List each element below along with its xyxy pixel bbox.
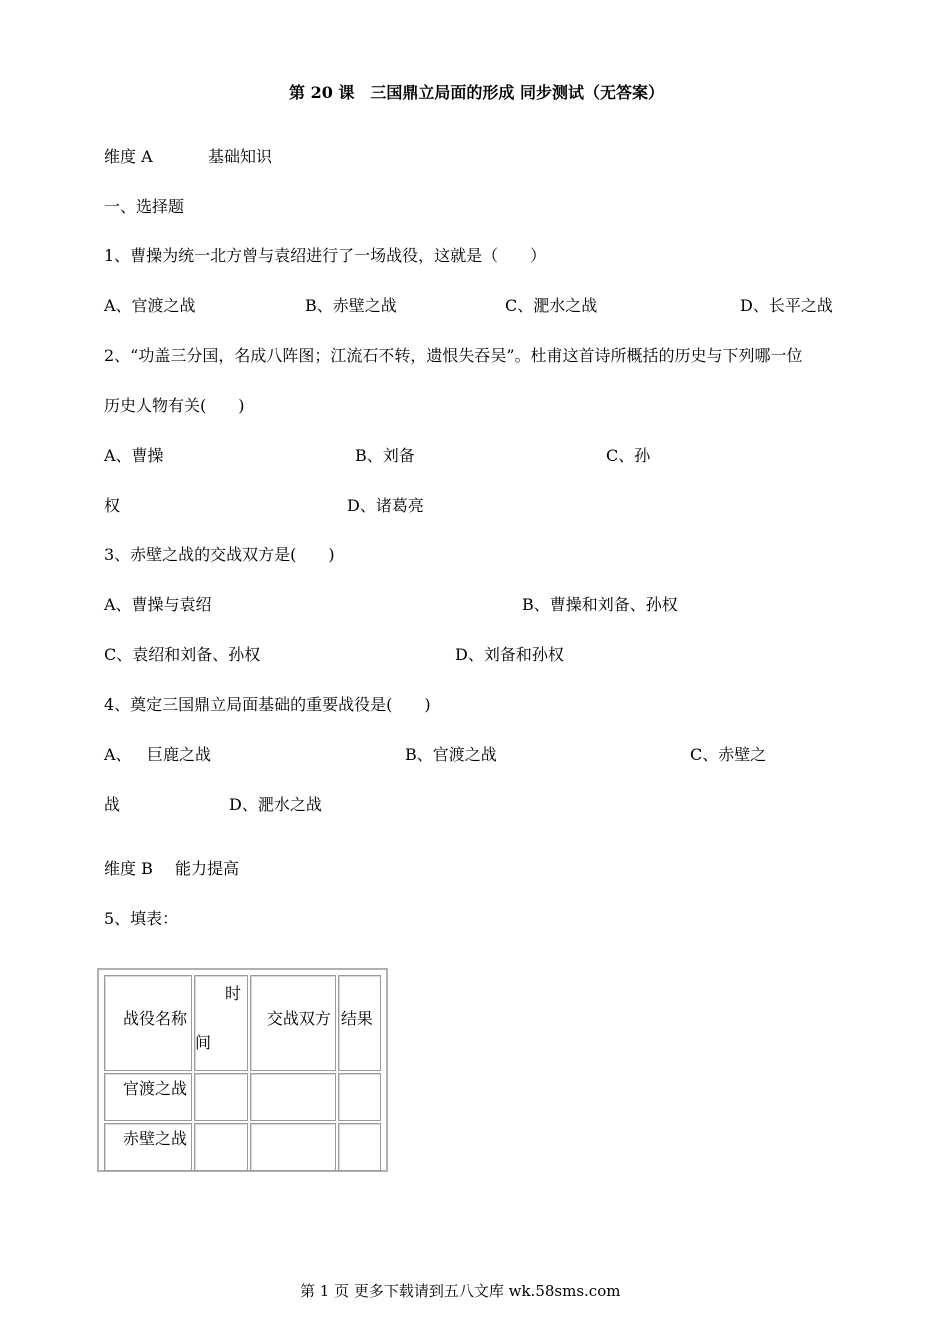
question-4-option-a-label: A、 [104,745,132,764]
page-title: 第 20 课 三国鼎立局面的形成 同步测试（无答案） [289,83,664,102]
table-header-cell [338,975,381,1071]
question-5-stem: 5、填表： [104,909,179,928]
page-footer: 第 1 页 更多下载请到五八文库 wk.58sms.com [300,1282,621,1300]
question-2-option-c-wrap: 权 [104,496,121,515]
table-cell-blank[interactable] [194,1123,248,1171]
fill-in-table [97,968,388,1172]
question-2-option-d: D、诸葛亮 [347,496,424,515]
question-1-option-c: C、淝水之战 [505,296,598,315]
question-1-option-a: A、官渡之战 [104,296,196,315]
dimension-a-label: 维度 A [104,147,153,166]
section-heading: 一、选择题 [104,197,185,216]
question-4-option-c: C、赤壁之 [690,745,767,764]
table-cell [104,1073,192,1121]
table-header-cell [250,975,336,1071]
question-3-stem: 3、赤壁之战的交战双方是( ) [104,545,335,564]
table-cell-blank[interactable] [250,1073,336,1121]
question-4-stem: 4、奠定三国鼎立局面基础的重要战役是( ) [104,695,431,714]
question-3-option-a: A、曹操与袁绍 [104,595,212,614]
table-row [104,1123,381,1171]
question-1-option-d: D、长平之战 [740,296,833,315]
question-2-option-a: A、曹操 [104,446,164,465]
header-result: 结果 [340,1009,373,1028]
dimension-b-name: 能力提高 [175,859,240,878]
table-cell-blank[interactable] [194,1073,248,1121]
header-battle-name: 战役名称 [123,1009,188,1028]
header-time-part2: 间 [195,1033,212,1052]
header-time-part1: 时 [225,984,242,1003]
question-1-option-b: B、赤壁之战 [305,296,397,315]
question-4-option-d: D、淝水之战 [229,795,322,814]
table-cell-blank[interactable] [250,1123,336,1171]
question-4-option-c-wrap: 战 [104,795,121,814]
table-header-cell [104,975,192,1071]
question-2-stem-line2: 历史人物有关( ) [104,396,245,415]
question-4-option-b: B、官渡之战 [405,745,497,764]
question-2-stem-line1: 2、“功盖三分国，名成八阵图；江流石不转，遗恨失吞吴”。杜甫这首诗所概括的历史与下列哪一位 [104,346,803,365]
header-combatants: 交战双方 [266,1009,331,1028]
table-cell [104,1123,192,1171]
table-cell-blank[interactable] [338,1123,381,1171]
table-row [104,1073,381,1121]
table-header-row [104,975,381,1071]
row-battle-name: 官渡之战 [123,1079,188,1098]
question-3-option-d: D、刘备和孙权 [455,645,564,664]
question-3-option-b: B、曹操和刘备、孙权 [522,595,678,614]
row-battle-name: 赤壁之战 [123,1129,188,1148]
table-cell-blank[interactable] [338,1073,381,1121]
question-3-option-c: C、袁绍和刘备、孙权 [104,645,261,664]
table-header-cell [194,975,248,1071]
dimension-b-label: 维度 B [104,859,153,878]
question-1-stem: 1、曹操为统一北方曾与袁绍进行了一场战役，这就是（ ） [104,246,547,265]
question-4-option-a: 巨鹿之战 [147,745,212,764]
question-2-option-b: B、刘备 [355,446,415,465]
dimension-a-name: 基础知识 [208,147,273,166]
question-2-option-c: C、孙 [606,446,651,465]
